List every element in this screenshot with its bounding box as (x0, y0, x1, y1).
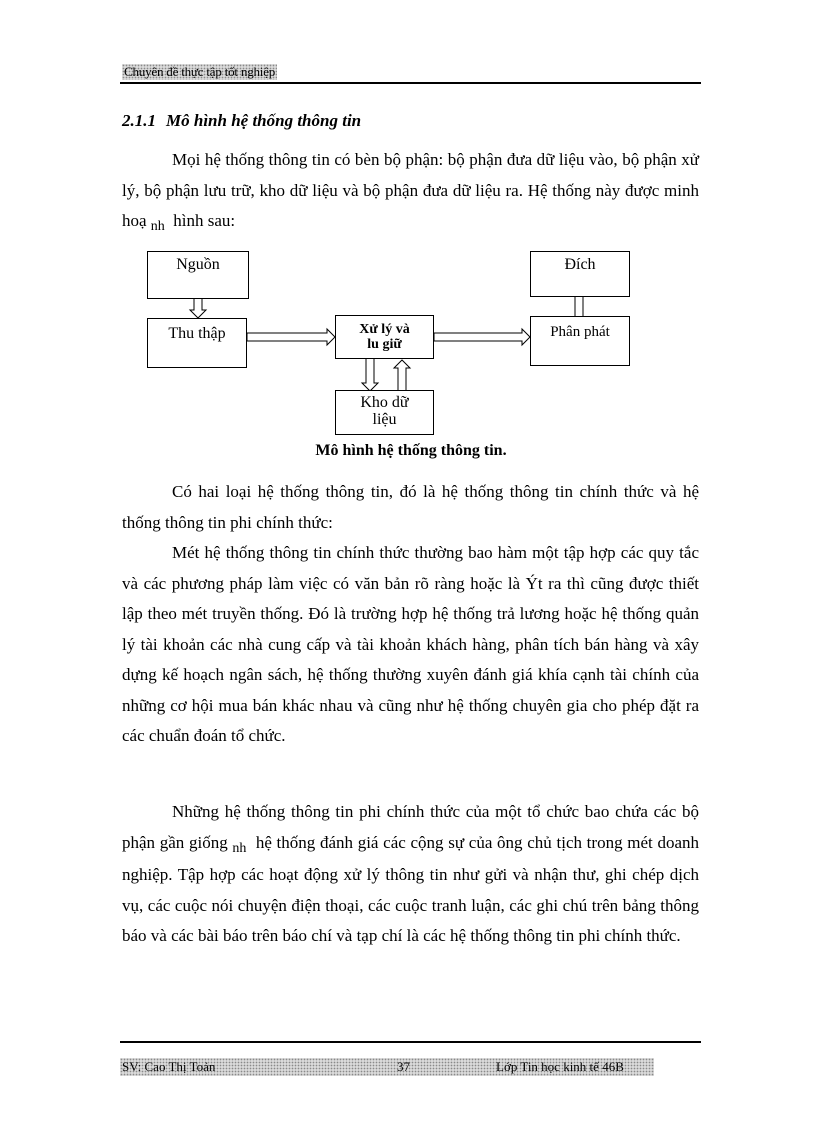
running-header: Chuyên đề thực tập tốt nghiệp (124, 64, 276, 79)
informal-text-end: hệ thống đánh giá các cộng sự của ông chủ tịch trong mét doanh nghiệp. Tập hợp các hoạt động xử lý thông tin như gửi và nhận thư, ghi chép dịch vụ, các cuộc nói chuyện điện thoại, các cuộc tranh luận, các ghi chú trên bảng thông báo và các bài báo trên báo chí và tạp chí là các hệ thống thông tin phi chính thức. (122, 832, 699, 945)
section-number: 2.1.1 (122, 111, 156, 130)
process-box (335, 315, 434, 359)
intro-text: Mọi hệ thống thông tin có bèn bộ phận: bộ phận đưa dữ liệu vào, bộ phận xử lý, bộ phận lưu trữ, kho dữ liệu và bộ phận đưa dữ liệu ra. Hệ thống này được minh hoạ (122, 150, 699, 230)
destination-label: Đích (564, 256, 596, 273)
footer-author: SV: Cao Thị Toản (122, 1059, 216, 1074)
distribute-label: Phân phát (550, 324, 610, 340)
destination-box (530, 251, 630, 297)
storage-label-line2: liệu (372, 410, 397, 428)
collect-box (147, 318, 247, 368)
figure-caption: Mô hình hệ thống thông tin. (315, 442, 507, 459)
source-label: Nguồn (176, 256, 220, 273)
storage-label-line1: Kho dữ (360, 394, 409, 411)
footer-rule (120, 1041, 701, 1043)
intro-text-end: hình sau: (173, 211, 236, 230)
footer (120, 1058, 654, 1076)
footer-class: Lớp Tin học kinh tế 46B (496, 1059, 624, 1074)
paragraph-formal: Mét hệ thống thông tin chính thức thường bao hàm một tập hợp các quy tắc và các phương pháp làm việc có văn bản rõ ràng hoặc là Ýt ra thì cũng được thiết lập theo mét truyền thống. Đó là trường hợp hệ thống trả lương hoặc hệ thống quản lý tài khoản các nhà cung cấp và tài khoản khách hàng, phân tích bán hàng và xây dựng kế hoạch ngân sách, hệ thống thường xuyên đánh giá khía cạnh tài chính của những cơ hội mua bán khác nhau và cũng như hệ thống chuyên gia cho phép đặt ra các chuẩn đoán tổ chức. (122, 543, 699, 745)
storage-box (335, 390, 434, 435)
paragraph-informal (122, 797, 699, 952)
distribute-box (530, 316, 630, 366)
source-box (147, 251, 249, 299)
intro-abbrev: nh (150, 219, 165, 234)
footer-page-number: 37 (397, 1059, 410, 1074)
section-title: Mô hình hệ thống thông tin (166, 111, 362, 130)
collect-label: Thu thập (168, 325, 226, 342)
informal-abbrev: nh (232, 840, 247, 856)
paragraph-types: Có hai loại hệ thống thông tin, đó là hệ thống thông tin chính thức và hệ thống thông tin phi chính thức: (122, 482, 699, 532)
process-label-line1: Xử lý và (359, 322, 410, 337)
process-label-line2: lu giữ (367, 336, 402, 352)
informal-text: Những hệ thống thông tin phi chính thức của một tổ chức bao chứa các bộ phận gần giống (122, 802, 699, 852)
